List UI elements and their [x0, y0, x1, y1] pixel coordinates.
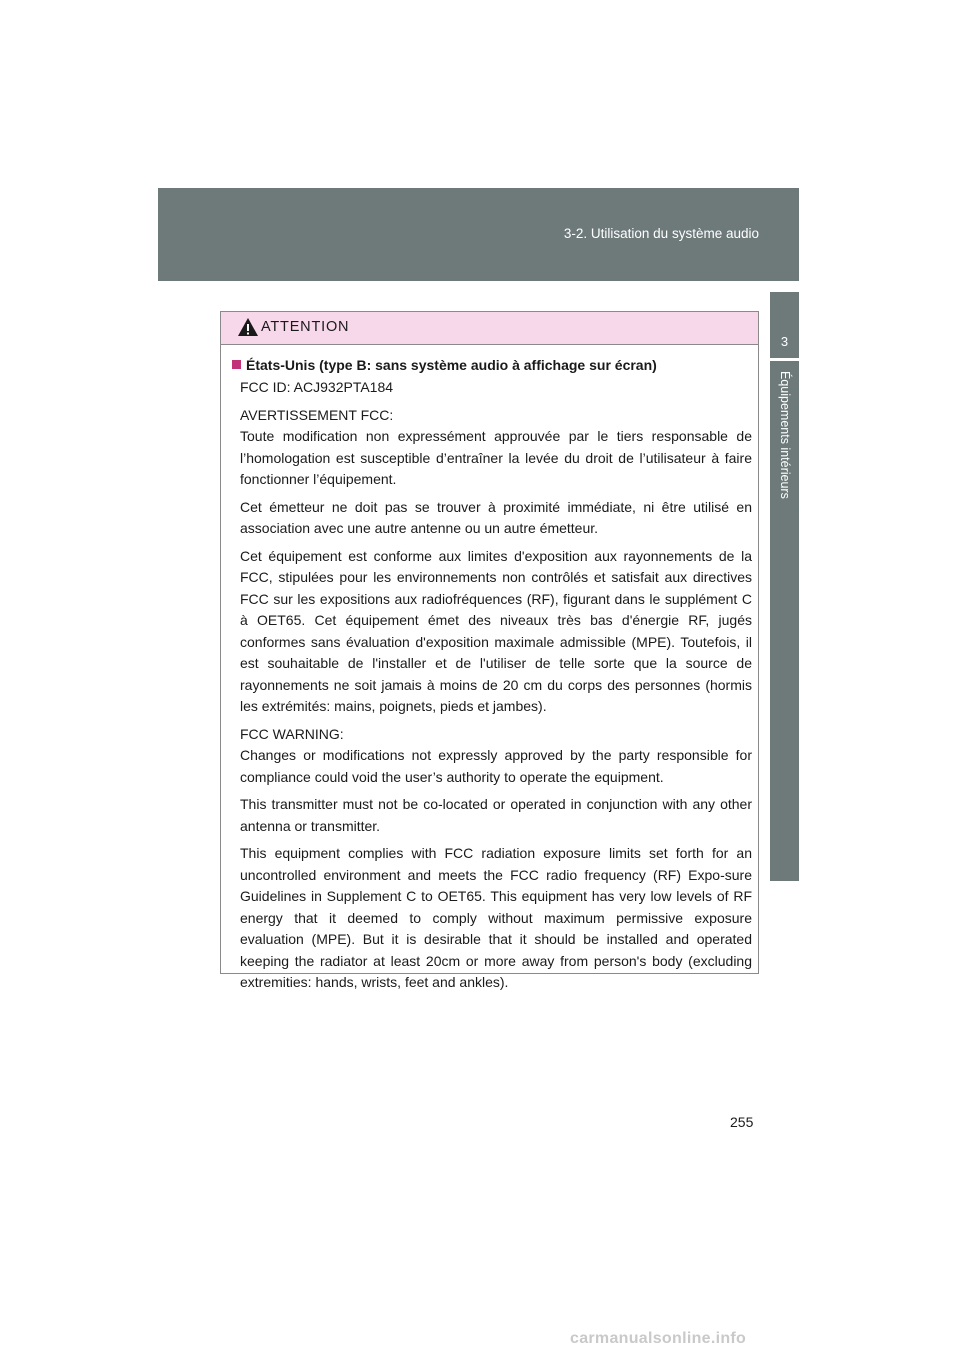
fr-warning-text: Toute modification non expressément approuvée par le tiers responsable de l’homologation est susceptible d’entraîner la levée du droit de l’utilisateur à faire fonctionner l’équipement.: [240, 428, 752, 487]
en-paragraph-3: This equipment complies with FCC radiation exposure limits set forth for an uncontrolled environment and meets the FCC radio frequency (RF) Expo-sure Guidelines in Supplement C to OET65. This equipment has very low levels of RF energy that it deemed to comply without maximum permissive exposure evaluation (MPE). But it is desirable that it should be installed and operated keeping the radiator at least 20cm or more away from person's body (excluding extremities: hands, wrists, feet and ankles).: [240, 845, 752, 990]
chapter-title-tab: [770, 361, 799, 881]
section-header-band: [158, 188, 799, 281]
attention-title: ATTENTION: [261, 319, 350, 335]
attention-body: [221, 345, 758, 1000]
section-heading: [232, 355, 752, 376]
chapter-number: 3: [780, 334, 789, 349]
attention-content: [232, 377, 752, 994]
chapter-number-tab: [770, 292, 799, 358]
en-warning-paragraph: [240, 724, 752, 789]
bullet-square-icon: [232, 360, 241, 369]
attention-header: [221, 312, 758, 345]
watermark: carmanualsonline.info: [570, 1330, 747, 1347]
warning-triangle-icon: [237, 317, 259, 337]
section-title: 3-2. Utilisation du système audio: [563, 226, 759, 241]
page-number: 255: [730, 1114, 754, 1130]
fr-paragraph-3: Cet équipement est conforme aux limites d'exposition aux rayonnements de la FCC, stipulées pour les environnements non contrôlés et satisfait aux directives FCC sur les expositions aux radiofréquences (RF), figurant dans le supplément C à OET65. Cet équipement émet des niveaux très bas d'énergie RF, jugés conformes sans évaluation d'exposition maximale admissible (MPE). Toutefois, il est souhaitable de l'installer et de l'utiliser de telle sorte que la source de rayonnements ne soit jamais à moins de 20 cm du corps des personnes (hormis les extrémités: mains, poignets, pieds et jambes).: [240, 547, 752, 714]
en-warning-text: Changes or modifications not expressly approved by the party responsible for compliance could void the user’s authority to operate the equipment.: [240, 747, 752, 785]
fcc-id: FCC ID: ACJ932PTA184: [240, 379, 394, 395]
fr-warning-paragraph: [240, 405, 752, 491]
attention-box: [220, 311, 759, 990]
section-heading-text: États-Unis (type B: sans système audio à affichage sur écran): [246, 357, 657, 373]
chapter-title: Équipements intérieurs: [778, 371, 792, 499]
fr-paragraph-2: Cet émetteur ne doit pas se trouver à proximité immédiate, ni être utilisé en association avec une autre antenne ou un autre émetteur.: [240, 498, 752, 536]
en-warning-label: FCC WARNING:: [240, 725, 344, 742]
fr-warning-label: AVERTISSEMENT FCC:: [240, 406, 394, 423]
en-paragraph-2: This transmitter must not be co-located or operated in conjunction with any other antenna or transmitter.: [240, 796, 752, 834]
